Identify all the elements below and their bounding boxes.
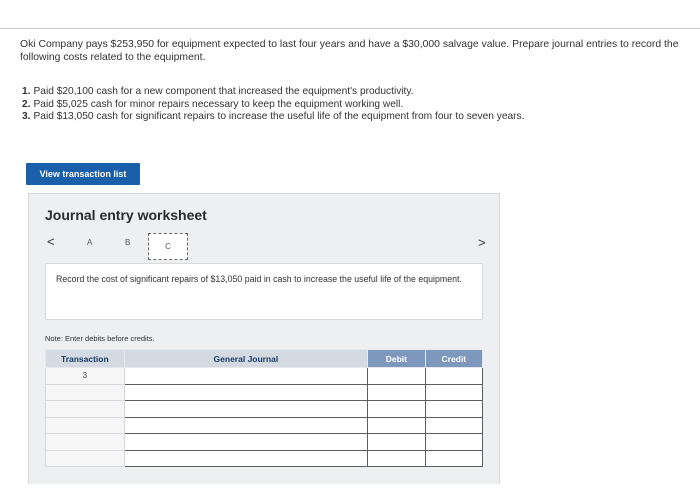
header-debit: Debit xyxy=(368,350,425,368)
journal-entry-worksheet xyxy=(28,193,500,484)
transaction-cell xyxy=(46,401,125,418)
credit-input[interactable] xyxy=(425,384,482,401)
header-credit: Credit xyxy=(425,350,482,368)
requirement-item xyxy=(22,86,524,99)
requirement-text: Paid $13,050 cash for significant repairs to increase the useful life of the equipment from four to seven years. xyxy=(33,111,525,122)
table-row xyxy=(46,368,483,385)
debit-input[interactable] xyxy=(368,401,425,418)
requirement-number: 1. xyxy=(22,86,31,97)
requirement-item xyxy=(22,99,524,112)
account-input[interactable] xyxy=(124,450,367,467)
debit-input[interactable] xyxy=(368,450,425,467)
header-transaction: Transaction xyxy=(46,350,125,368)
credit-input[interactable] xyxy=(425,401,482,418)
debit-credit-note: Note: Enter debits before credits. xyxy=(45,334,155,343)
top-divider xyxy=(0,28,700,29)
table-row xyxy=(46,401,483,418)
debit-input[interactable] xyxy=(368,434,425,451)
debit-input[interactable] xyxy=(368,384,425,401)
requirement-text: Paid $20,100 cash for a new component that increased the equipment's productivity. xyxy=(33,86,414,97)
problem-intro: Oki Company pays $253,950 for equipment expected to last four years and have a $30,000 salvage value. Prepare journal entries to record the following costs related to the equipment. xyxy=(20,39,679,63)
account-input[interactable] xyxy=(124,401,367,418)
journal-table xyxy=(45,349,483,467)
table-row xyxy=(46,450,483,467)
transaction-cell xyxy=(46,450,125,467)
transaction-cell xyxy=(46,384,125,401)
requirements-list xyxy=(22,86,524,124)
prev-arrow-icon[interactable]: < xyxy=(47,234,55,249)
table-row xyxy=(46,384,483,401)
journal-table-header xyxy=(46,350,483,368)
tab-a[interactable]: A xyxy=(87,238,93,247)
requirement-item xyxy=(22,111,524,124)
tab-c-active[interactable]: C xyxy=(148,233,188,260)
transaction-cell: 3 xyxy=(46,368,125,385)
transaction-cell xyxy=(46,434,125,451)
tab-b[interactable]: B xyxy=(125,238,131,247)
account-input[interactable] xyxy=(124,434,367,451)
debit-input[interactable] xyxy=(368,417,425,434)
credit-input[interactable] xyxy=(425,368,482,385)
requirement-number: 2. xyxy=(22,98,31,110)
credit-input[interactable] xyxy=(425,434,482,451)
header-general-journal: General Journal xyxy=(124,350,367,368)
requirement-number: 3. xyxy=(22,111,31,122)
requirement-text: Paid $5,025 cash for minor repairs necessary to keep the equipment working well. xyxy=(33,98,404,110)
transaction-cell xyxy=(46,417,125,434)
worksheet-title: Journal entry worksheet xyxy=(45,207,207,223)
credit-input[interactable] xyxy=(425,417,482,434)
table-row xyxy=(46,434,483,451)
credit-input[interactable] xyxy=(425,450,482,467)
account-input[interactable] xyxy=(124,368,367,385)
next-arrow-icon[interactable]: > xyxy=(478,235,486,250)
account-input[interactable] xyxy=(124,417,367,434)
view-transaction-list-button[interactable]: View transaction list xyxy=(26,163,140,185)
instruction-box: Record the cost of significant repairs of $13,050 paid in cash to increase the useful life of the equipment. xyxy=(45,263,483,320)
account-input[interactable] xyxy=(124,384,367,401)
table-row xyxy=(46,417,483,434)
debit-input[interactable] xyxy=(368,368,425,385)
